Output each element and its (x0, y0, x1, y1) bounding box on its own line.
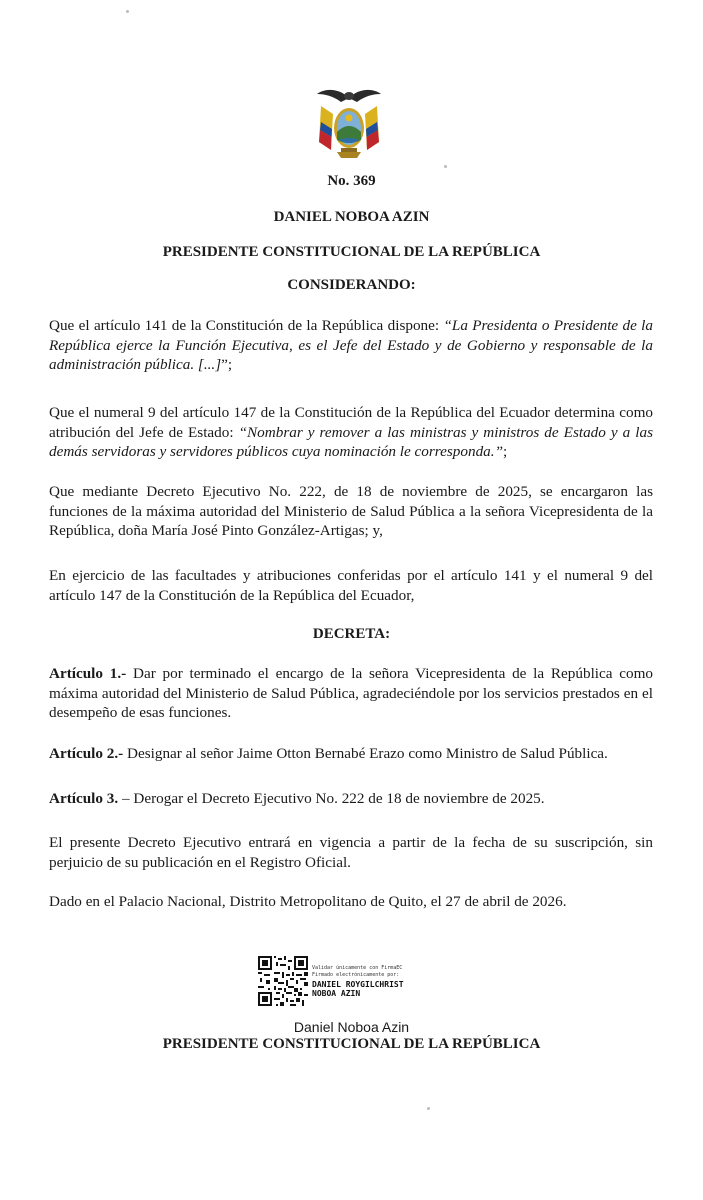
article-1-label: Artículo 1.- (49, 665, 127, 682)
consideration-2-quote: “Nombrar y remover a las ministras y ministros de Estado y a las demás servidoras y servidores públicos cuya nominación le corresponda.” (49, 423, 653, 460)
article-2-label: Artículo 2.- (49, 745, 124, 762)
article-3 (49, 789, 653, 809)
consideration-2-intro: Que el numeral 9 del artículo 147 de la Constitución de la República del Ecuador determina como atribución del Jefe de Estado: (49, 404, 653, 441)
stamp-signer-name (312, 980, 404, 998)
article-2 (49, 744, 653, 764)
article-1 (49, 664, 653, 723)
article-3-label: Artículo 3. (49, 790, 119, 807)
consideration-2 (49, 403, 653, 462)
consideration-1-intro: Que el artículo 141 de la Constitución de la República dispone: (49, 317, 444, 334)
stamp-caption (312, 965, 402, 979)
consideration-1-end: ”; (221, 356, 233, 373)
stamp-signer-name-line-2: NOBOA AZIN (312, 989, 361, 998)
scan-speck (444, 165, 447, 168)
article-3-text: – Derogar el Decreto Ejecutivo No. 222 de 18 de noviembre de 2025. (118, 790, 545, 807)
signer-title: PRESIDENTE CONSTITUCIONAL DE LA REPÚBLICA (162, 1036, 541, 1052)
consideration-1-quote: “La Presidenta o Presidente de la República ejerce la Función Ejecutiva, es el Jefe del Estado y de Gobierno y responsable de la administración pública. [...] (49, 317, 653, 373)
decreta-heading: DECRETA: (312, 626, 391, 642)
qr-code-icon (258, 956, 308, 1006)
consideration-3: Que mediante Decreto Ejecutivo No. 222, de 18 de noviembre de 2025, se encargaron las funciones de la máxima autoridad del Ministerio de Salud Pública a la señora Vicepresidenta de la República, doña María José Pinto González-Artigas; y, (49, 483, 653, 539)
signer-name: Daniel Noboa Azin (293, 1019, 410, 1035)
consideration-2-end: ; (503, 443, 508, 460)
electronic-signature-stamp (258, 956, 458, 1006)
effective-clause: El presente Decreto Ejecutivo entrará en vigencia a partir de la fecha de su suscripción, sin perjuicio de su publicación en el Registro Oficial. (49, 834, 653, 871)
stamp-signer-name-line-1: DANIEL ROYGILCHRIST (312, 980, 404, 989)
decree-number: No. 369 (327, 173, 376, 189)
issued-clause: Dado en el Palacio Nacional, Distrito Metropolitano de Quito, el 27 de abril de 2026. (49, 893, 567, 910)
considerando-heading: CONSIDERANDO: (287, 277, 416, 293)
consideration-1 (49, 316, 653, 375)
article-1-text: Dar por terminado el encargo de la señora Vicepresidenta de la República como máxima autoridad del Ministerio de Salud Pública, agradeciéndole por los servicios prestados en el desempeño de esas funciones. (49, 665, 653, 721)
scan-speck (126, 10, 129, 13)
consideration-4: En ejercicio de las facultades y atribuciones conferidas por el artículo 141 y el numeral 9 del artículo 147 de la Constitución de la República del Ecuador, (49, 567, 653, 604)
article-2-text: Designar al señor Jaime Otton Bernabé Erazo como Ministro de Salud Pública. (123, 745, 608, 762)
president-title: PRESIDENTE CONSTITUCIONAL DE LA REPÚBLICA (162, 244, 541, 260)
scan-speck (427, 1107, 430, 1110)
president-name: DANIEL NOBOA AZIN (273, 209, 430, 225)
stamp-caption-line-1: Validar únicamente con FirmaEC (312, 965, 403, 971)
stamp-caption-line-2: Firmado electrónicamente por: (312, 972, 400, 978)
coat-of-arms-emblem (313, 84, 385, 164)
